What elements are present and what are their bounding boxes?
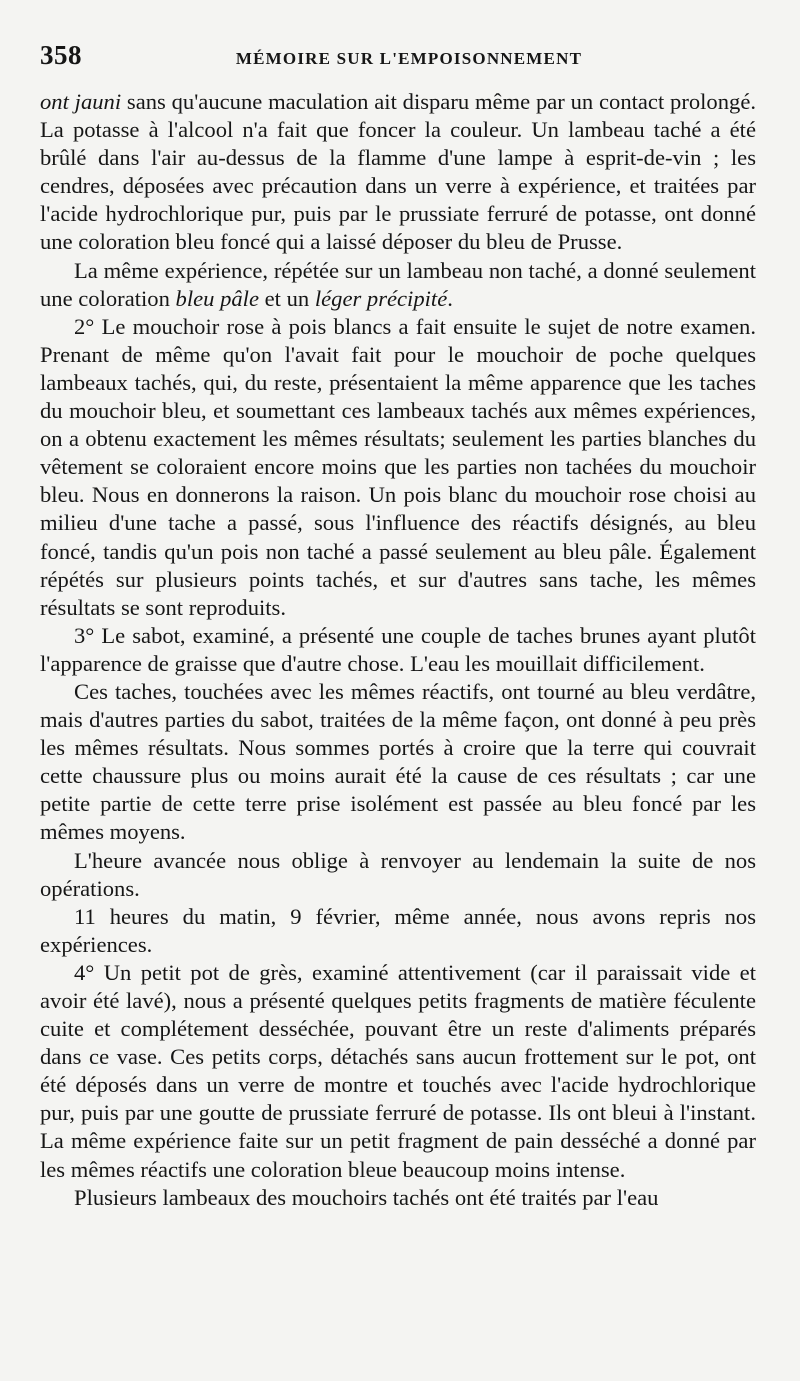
body-text xyxy=(40,88,756,1212)
italic-phrase: ont jauni xyxy=(40,89,122,114)
paragraph-text: L'heure avancée nous oblige à renvoyer au lendemain la suite de nos opérations. xyxy=(40,847,756,901)
paragraph-text: sans qu'aucune maculation ait disparu même par un contact prolongé. La potasse à l'alcool n'a fait que foncer la couleur. Un lambeau taché a été brûlé dans l'air au-dessus de la flamme d'une lampe à esprit-de-vin ; les cendres, déposées avec précaution dans un verre à expérience, et traitées par l'acide hydrochlorique pur, puis par le prussiate ferruré de potasse, ont donné une coloration bleu foncé qui a laissé déposer du bleu de Prusse. xyxy=(40,89,756,255)
paragraph-text: Plusieurs lambeaux des mouchoirs tachés ont été traités par l'eau xyxy=(74,1184,659,1210)
paragraph-9 xyxy=(40,1184,756,1212)
paragraph-4 xyxy=(40,622,756,678)
paragraph-1 xyxy=(40,88,756,257)
paragraph-7 xyxy=(40,903,756,959)
paragraph-text: . xyxy=(447,285,453,311)
italic-phrase: bleu pâle xyxy=(175,285,259,311)
paragraph-2 xyxy=(40,257,756,313)
paragraph-6 xyxy=(40,847,756,903)
paragraph-text: 2° Le mouchoir rose à pois blancs a fait ensuite le sujet de notre examen. Prenant de même qu'on l'avait fait pour le mouchoir de poche quelques lambeaux tachés, qui, du reste, présentaient la même apparence que les taches du mouchoir bleu, et soumettant ces lambeaux tachés aux mêmes expériences, on a obtenu exactement les mêmes résultats; seulement les parties blanches du vêtement se coloraient encore moins que les parties non tachées du mouchoir bleu. Nous en donnerons la raison. Un pois blanc du mouchoir rose choisi au milieu d'une tache a passé, sous l'influence des réactifs désignés, au bleu foncé, tandis qu'un pois non taché a passé seulement au bleu pâle. Également répétés sur plusieurs points tachés, et sur d'autres sans tache, les mêmes résultats se sont reproduits. xyxy=(40,313,756,620)
paragraph-text: 4° Un petit pot de grès, examiné attentivement (car il paraissait vide et avoir été lavé), nous a présenté quelques petits fragments de matière féculente cuite et complétement desséchée, pouvant être un reste d'aliments préparés dans ce vase. Ces petits corps, détachés sans aucun frottement sur le pot, ont été déposés dans un verre de montre et touchés avec l'acide hydrochlorique pur, puis par une goutte de prussiate ferruré de potasse. Ils ont bleui à l'instant. La même expérience faite sur un petit fragment de pain desséché a donné par les mêmes réactifs une coloration bleue beaucoup moins intense. xyxy=(40,959,756,1182)
page-number: 358 xyxy=(40,40,82,70)
running-head xyxy=(40,40,756,74)
paragraph-text: et un xyxy=(258,285,315,311)
italic-phrase: léger précipité xyxy=(314,285,448,311)
paragraph-text: 11 heures du matin, 9 février, même année, nous avons repris nos expériences. xyxy=(40,903,756,957)
paragraph-text: Ces taches, touchées avec les mêmes réactifs, ont tourné au bleu verdâtre, mais d'autres parties du sabot, traitées de la même façon, ont donné à peu près les mêmes résultats. Nous sommes portés à croire que la terre qui couvrait cette chaussure plus ou moins aurait été la cause de ces résultats ; car une petite partie de cette terre prise isolément est passée au bleu foncé par les mêmes moyens. xyxy=(40,678,756,845)
paragraph-3 xyxy=(40,313,756,622)
paragraph-text: 3° Le sabot, examiné, a présenté une couple de taches brunes ayant plutôt l'apparence de graisse que d'autre chose. L'eau les mouillait difficilement. xyxy=(40,622,756,676)
running-title: MÉMOIRE SUR L'EMPOISONNEMENT xyxy=(235,49,583,68)
paragraph-text: La même expérience, répétée sur un lambeau non taché, a donné seulement une coloration xyxy=(40,257,756,311)
paragraph-5 xyxy=(40,678,756,847)
paragraph-8 xyxy=(40,959,756,1184)
